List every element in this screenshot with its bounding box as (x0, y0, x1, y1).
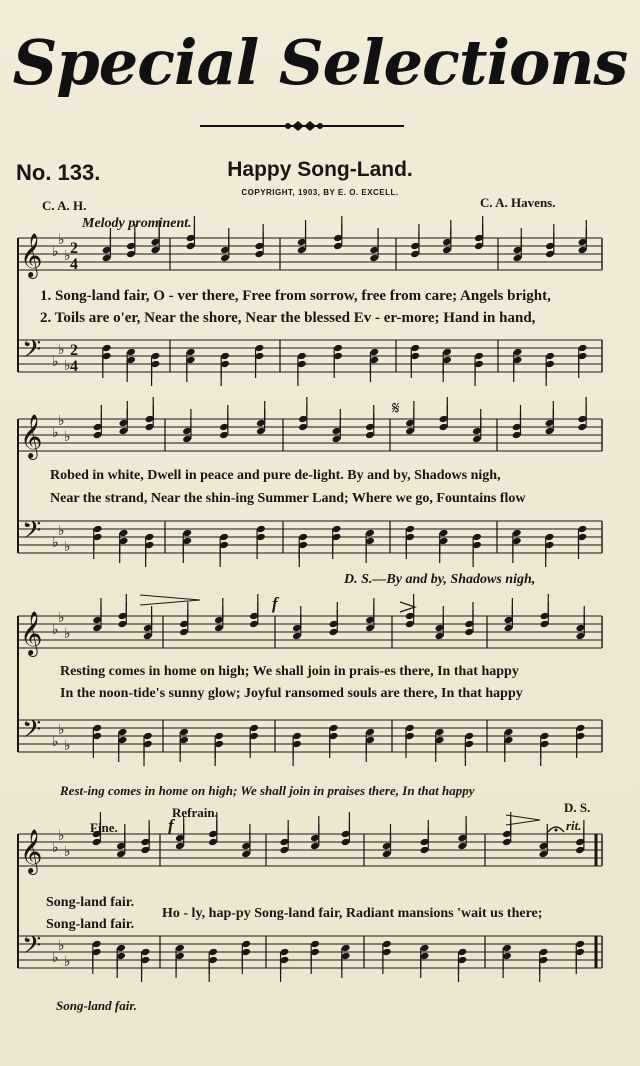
segno-sign: 𝄋 (392, 398, 400, 419)
flat-sign: ♭ (52, 354, 59, 370)
system2-verse1-lyric: Robed in white, Dwell in peace and pure de-light. By and by, Shadows nigh, (50, 468, 501, 483)
flat-sign: ♭ (58, 722, 65, 738)
flat-sign: ♭ (64, 429, 71, 445)
system3-forte: f (272, 594, 278, 613)
refrain-label: Refrain. (172, 805, 218, 820)
treble-clef: 𝄞 (20, 414, 43, 458)
bass-clef: 𝄢 (22, 335, 42, 370)
system1-verse1-lyric: 1. Song-land fair, O - ver there, Free from sorrow, free from care; Angels bright, (40, 288, 551, 304)
words-credit: C. A. H. (42, 198, 87, 213)
music-credit: C. A. Havens. (480, 195, 556, 210)
treble-clef: 𝄞 (20, 233, 43, 277)
flat-sign: ♭ (52, 425, 59, 441)
time-signature-top: 2 (70, 240, 78, 257)
flat-sign: ♭ (58, 342, 65, 358)
hymn-title: Happy Song-Land. (227, 158, 413, 181)
bass-clef: 𝄢 (22, 516, 42, 551)
flat-sign: ♭ (52, 535, 59, 551)
flat-sign: ♭ (58, 610, 65, 626)
system2-verse2-lyric: Near the strand, Near the shin-ing Summer Land; Where we go, Fountains flow (50, 491, 526, 506)
time-signature-bottom: 4 (70, 256, 78, 273)
flat-sign: ♭ (58, 413, 65, 429)
flat-sign: ♭ (52, 734, 59, 750)
system2-ds-lyric: D. S.—By and by, Shadows nigh, (344, 572, 536, 587)
flat-sign: ♭ (58, 938, 65, 954)
flat-sign: ♭ (64, 738, 71, 754)
crescendo-hairpin (140, 595, 200, 605)
system4-verse1-end: Song-land fair. (46, 895, 135, 910)
flat-sign: ♭ (52, 840, 59, 856)
flat-sign: ♭ (52, 244, 59, 260)
flat-sign: ♭ (58, 232, 65, 248)
flat-sign: ♭ (52, 950, 59, 966)
refrain-forte: f (168, 816, 174, 835)
copyright-notice: COPYRIGHT, 1903, BY E. O. EXCELL. (241, 188, 399, 197)
rit-marking: rit. (566, 818, 582, 833)
flat-sign: ♭ (52, 622, 59, 638)
flat-sign: ♭ (58, 828, 65, 844)
system3-ds-lyric: Rest-ing comes in home on high; We shall join in praises there, In that happy (60, 783, 475, 798)
bass-clef: 𝄢 (22, 931, 42, 966)
flat-sign: ♭ (64, 539, 71, 555)
time-signature-top: 2 (70, 342, 78, 359)
fermata-dot (555, 829, 558, 832)
performance-instruction: Melody prominent. (82, 216, 192, 231)
system4-verse2-end: Song-land fair. (46, 917, 135, 932)
system1-verse2-lyric: 2. Toils are o'er, Near the shore, Near the blessed Ev - er-more; Hand in hand, (40, 310, 536, 326)
flat-sign: ♭ (64, 358, 71, 374)
time-signature-bottom: 4 (70, 358, 78, 375)
fine-marking: Fine. (90, 820, 118, 835)
accent-mark (400, 602, 415, 612)
flat-sign: ♭ (64, 844, 71, 860)
flat-sign: ♭ (58, 523, 65, 539)
flat-sign: ♭ (64, 626, 71, 642)
section-title: Special Selections (12, 26, 628, 99)
ds-marking: D. S. (564, 800, 591, 815)
hymn-number: No. 133. (16, 160, 101, 185)
flat-sign: ♭ (64, 248, 71, 264)
treble-clef: 𝄞 (20, 611, 43, 655)
system3-verse1-lyric: Resting comes in home on high; We shall join in prais-es there, In that happy (60, 664, 519, 679)
flat-sign: ♭ (64, 954, 71, 970)
system3-verse2-lyric: In the noon-tide's sunny glow; Joyful ransomed souls are there, In that happy (60, 686, 523, 701)
refrain-lyric: Ho - ly, hap-py Song-land fair, Radiant mansions 'wait us there; (162, 906, 543, 921)
system4-ds-lyric: Song-land fair. (56, 998, 137, 1013)
treble-clef: 𝄞 (20, 829, 43, 873)
bass-clef: 𝄢 (22, 715, 42, 750)
